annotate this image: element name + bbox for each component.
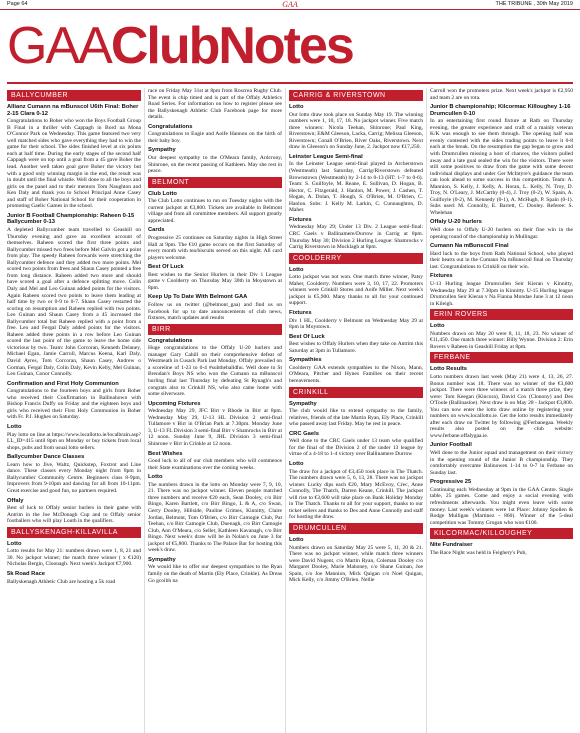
section-label: GAA [282, 0, 298, 9]
column-2 [148, 88, 282, 733]
club-band-ballyskenagh: BALLYSKENAGH-KILLAVILLA [7, 527, 141, 538]
article-body: Wednesday May 29, JFC Birr v Rhode in Birr at 8pm. Wednesday May 29, U-13 HL Division 2 semi-final Tullamore v Birr in O'Brian Park at 7.30pm. Monday June 3, U-13 FL Division 3 semi-final Birr v Shamrocks in Birr at 12 noon. Sunday June 9, JHL Division 3 semi-final Shinrone v Birr in Crinkle at 12 noon. [148, 408, 282, 447]
page-number: Page 64 [7, 1, 28, 7]
article-heading: Confirmation and First Holy Communion [7, 380, 119, 387]
club-band-drumcullen: DRUMCULLEN [289, 523, 423, 534]
article-body: The club would like to extend sympathy to the family, relatives, friends of the late Martin Ryan, Ely Place, Crinkill who passed away last Friday. May he rest in peace. [289, 408, 423, 428]
article-heading: Lotto Results [430, 366, 468, 373]
article-heading: Congratulations [148, 123, 193, 130]
article-heading: Leinster League Semi-final [289, 153, 363, 160]
article-body: Hard luck to the boys from Rath National School, who played their hearts out in the Cumann Na mBunscoil final on Thursday last. Congratulations to Crinkill on their win. [430, 250, 573, 270]
article-heading: Keep Up To Date With Belmont GAA [148, 294, 248, 301]
article-body: We would like to offer our deepest sympathies to the Ryan family on the death of Martin (Ely Place, Crinkle). As Dreas Go gcoibh na [148, 564, 282, 584]
article-body: Ballyskenagh Athletic Club are hosting a 5k road [7, 578, 116, 585]
article-heading: Nite Fundraiser [430, 542, 473, 549]
club-band-kilcormac-killoughey: KILCORMAC/KILLOUGHEY [430, 528, 573, 539]
article-heading: Fixtures [289, 216, 312, 223]
article-body: Best wishes to the Senior Hurlers in their Div 1 League game v Coolderry on Thursday May 30th in Moystown at 8pm. [148, 271, 282, 291]
article-body: Congratulations to Boher who won the Boys Football Group B Final in a thriller with Cappagh in Bord na Mona O'Connor Park on Wednesday. This game featured two very well matched sides who gave everything they had to win the game for their school. The sides finished level at six points each at half time. During the early stages of the second half Cappagh were on top until a goal from a 45 gave Boher the lead. Another well taken goal gave Boher the victory but with a good only winning margin in the end, the result was in doubt until the final whistle. Well done to all the boys and girls on the panel and to their mentors Tom Naughton and Ken Daly and thank you to School Principal Anne Casey and staff of Boher National School for their cooperation in promoting Gaelic Games in the school. [7, 118, 141, 210]
article-body: Our deepest sympathy to the O'Meara family, Ardcrony, Shinrone, on the recent passing of Kathleen. May she rest in peace. [148, 155, 282, 175]
article-heading: Club Lotto [148, 190, 177, 197]
publication-date: THE TRIBUNE , 30th May 2019 [495, 1, 573, 7]
article-heading: Allianz Cumann na mBunscol U6th Final: Boher 2-15 Clara 0-12 [7, 104, 139, 117]
article-body: Lotto jackpot was not won. One match three winner, Patsy Maher, Coolderry. Numbers were 3, 10, 17, 22. Promoters winners were Crinkill Stores and Aoife Miller. Next week's jackpot is €5,900. Many thanks to all for your continued support. [289, 274, 423, 307]
article-heading: Lotto [289, 104, 304, 110]
article-body: Well done to Offaly U-20 hurlers on their fine win in the opening round of the championship in Mullingar. [430, 227, 573, 240]
article-heading: 5k Road Race [7, 570, 46, 577]
article-heading: Lotto [148, 474, 163, 481]
article-body: Carroll won the promoters prize. Next week's jackpot is €2,950 and team 2 are on rota. [430, 88, 573, 101]
article-heading: CRC Gaels [289, 430, 319, 437]
article-heading: Upcoming Fixtures [148, 400, 201, 407]
article-body: Huge congratulations to the Offaly U-20 hurlers and manager Gary Cahill on their comprehensive defeat of Westmeath in Cusack Park last Monday. Offaly prevailed on a scoreline of 1-23 to 0-4 #subtheballdhu. Well done to St Brendan's Boys NS who won the Cumann na mBunscol hurling final last Thursday by defeating St Rynagh's and congrats also to Crinkill NS, who also came home with some silverware. [148, 345, 282, 398]
article-body: Best wishes to Offaly Hurlers when they take on Antrim this Saturday at 3pm in Tullamore. [289, 341, 423, 354]
club-band-belmont: BELMONT [148, 177, 282, 188]
article-heading: Best Wishes [148, 450, 183, 457]
page-title [7, 11, 353, 81]
article-body: U-13 Hurling league Drumcullen Seir Kieran v Kinnitty, Wednesday May 29 at 7.30pm in Kinnitty. U-15 Hurling league Drumcullen Seir Kieran v Na Fianna Mondae June 3 at 12 noon in Kileigh. [430, 281, 573, 307]
column-divider [285, 88, 286, 733]
article-heading: Ballycumber Dance Classes [7, 454, 85, 461]
page-header [0, 0, 580, 10]
column-divider [144, 88, 145, 733]
article-body: The Club Lotto continues to run on Tuesday nights with the current jackpot at €3,800. Tickets are available in Belmont village and from all committee members. All support greatly appreciated. [148, 198, 282, 224]
article-body: Best of luck to Offaly senior hurlers in their game with Antrim in the Joe McDonagh Cup and to Offaly senior footballers who will play Louth in the qualifiers. [7, 505, 141, 525]
article-body: Numbers drawn on Saturday May 25 were 5, 11, 20 & 21. There was no jackpot winner, while match three winners were David Nugent, c/o Martin Ryan, Coleman Dooley c/o Margaret Dooley, Marie Mahoney, c/o Shane Guinan, Joe Spain, c/o Joe Mannion, Mick Quigan c/o Noel Quigan, Mick Kelly, c/o Jimmy O'Brien. Nellie [289, 544, 423, 584]
club-band-coolderry: COOLDERRY [289, 253, 423, 264]
article-body: Coolderry GAA extends sympathies to the Nixon, Mann, O'Meara, Pitcher and Hynes Families on their recent bereavements. [289, 364, 423, 385]
article-heading: Cards [148, 227, 165, 234]
article-heading: Best Of Luck [148, 264, 184, 271]
column-3 [289, 88, 423, 733]
article-heading: Sympathy [148, 147, 176, 154]
article-body: Well done to the CRC Gaels under 13 team who qualified for the final of the Division 2 of the under 13 league by virtue of a 4-18 to 1-4 victory over Ballinamere Durrow [289, 438, 423, 458]
article-body: Congratulations to the fourteen boys and girls from Boher who received their Confirmation in Ballinahown with Bishop Francis Duffy on Friday and the eighteen boys and girls who received their First Holy Communion in Boher with Fr. P.J. Hughes on Saturday. [7, 388, 141, 421]
article-body: The numbers drawn in the lotto on Monday were 7, 9, 10, 21. There was no jackpot winner. Eleven people matched three numbers and receive €20 each, Sean Dooley, c/o Birr Bingo, Karen Bartlett, c/o Birr Bingo, L & A, c/o Swan, Gerry Dooley, Hillside, Pauline Grimes, Kinnitty, Claire Jordan, Belmont, Tom O'Brien, c/o Birr Camogie Club, Pat Teehan, c/o Birr Camogie Club, Duenagh, c/o Birr Camogie Club, Ann O'Meara, c/o Seller, Kathleen Kavanagh, c/o Birr Bingo. Next week's draw will be in Nolan's on June 3 for jackpot of €5,800. Thanks to The Palace Bar for hosting this week's draw. [148, 481, 282, 554]
column-divider [426, 88, 427, 733]
club-band-carrig-riverstown: CARRIG & RIVERSTOWN [289, 90, 423, 101]
article-body: Our lotto draw took place on Sunday May 19. The winning numbers were 1, 10, 17, 18. No jackpot winner. Five match three winners: Nicola Teehan, Shinrone; Paul King, Riverstown; E&M Gleeson, Lacka, Carrig; Melissa Gleeson, Riverstown; Conall O'Brien, River Oaks, Riverstown. Next draw in Gleeson's on Sunday June, 2. Jackpot now €17,250. [289, 111, 423, 151]
article-body: Wednesday May 29; Under 13 Div. 2 League semi-final: CRC Gaels v Ballinamere/Durrow in Carrig at 8pm. Thursday May 30; Division 2 Hurling League: Shamrocks v Carrig Riverstown in Mucklagh at 8pm. [289, 224, 423, 251]
column-1 [7, 88, 141, 733]
article-body: The draw for a jackpot of €3,450 took place in The Thatch. The numbers drawn were 5, 6, 13, 28. There was no jackpot winner. Lucky dips each €20, Mary McEvoy, Crec, Anne Connolly, The Thatch, Darren Keane, Crinkill. The jackpot will rise to €3,600 will take place on Bank Holiday Monday in The Thatch. Thanks to all for your support, thanks to our ticket sellers and thanks to Des and Anne Connolly and staff for hosting the draw. [289, 468, 423, 521]
article-heading: Lotto [7, 540, 22, 547]
article-heading: Lotto [289, 461, 304, 468]
article-heading: Fixtures [289, 309, 312, 316]
article-body: A depleted Ballycumber team travelled to Geashill on Thursday evening and gave an excellent account of themselves. Raheen scored the first three points and Ballycumber missed two frees before Mel Galvin got a point from play. The speedy Raheen forwards were stretching the Ballycumber defence and they added two more points. Mel scored two points from frees and Shaun Casey pointed a free from long distance. Raheen added two more and should have scored a goal after a defence splitting move. Colin Daly and Mel and Leo Guinan added points for the visitors. Again Raheen scored two points to leave them leading at half time by two or 0-9 to 0-7. Shaun Casey restarted the scoring on resumption and Raheen replied with two points. Leo Guinan and Shaun Casey from a 45 increased the Ballycumber total but Raheen replied with a point from a free. Leo and Fergal Daly added points for the visitors. Raheen added three points in a row before Leo Guinan scored the last point of the game to leave the home side victorious by two. Team: John Corcoran, Kenneth Delaney, Michael Egan, Jamie Carroll, Marcus Keena, Karl Daly, David Ayres, Tom Corcoran, Shaun Casey, Andrew o Gorman, Fergal Daly, Colin Daly, Kevin Kelly, Mel Guinan, Leo Guinan, Conor Connolly. [7, 227, 141, 378]
club-band-birr: BIRR [148, 324, 282, 335]
club-band-crinkill: CRINKILL [289, 387, 423, 398]
article-heading: Junior Football [430, 442, 472, 449]
article-heading: Offaly [7, 497, 24, 504]
article-body: Well done to the Junior squad and management on their victory in the opening round of the Junior B championship. They comfortably overcame Balinowen 1-14 to 0-7 in Ferbane on Sunday last. [430, 450, 573, 476]
title-divider [7, 82, 573, 84]
article-body: race on Friday May 31st at 8pm from Roscrea Rugby Club. The event is chip timed and is part of the Offaly Athletics Road Series. For information on how to register please see the Ballyskenagh Athletic Club Facebook page for more details. [148, 88, 282, 121]
article-body: Follow us on twitter (@belmont_gaa) and find us on Facebook for up to date announcements of club news, fixtures, match updates and results [148, 302, 282, 322]
article-body: Good luck to all of our club members who will commence their State examinations over the coming weeks. [148, 458, 282, 471]
article-body: Progressive 25 continues on Saturday nights in High Street Hall at 9pm. The €10 game occurs on the first Saturday of every month with tea/biscuits served on this night. All card players welcome. [148, 235, 282, 261]
article-body: Continuing each Wednesday at 9pm in the GAA Centre. Single table, 25 games. Come and enjoy a social evening with refreshments afterwards. You might even leave with some money. Last week's winners were 1st Place: Johnny Spollen & Rodge Mulligan (Martinez - 860). Winner of the 5-deal competition was Tommy Grogan who won €100. [430, 486, 573, 526]
article-body: In an entertaining first round fixture at Rath on Thursday evening, the greater experience and craft of a mainly veteran K/K was enough to see them through. The opening half was evenly contested with the sides trading points to leave it 0-8 each at the break. On the resumption the gap began to grow and with Drumcullen missing a host of chances, the visitors pulled away and a late goal sealed the win for the visitors. There were still some positives to draw from the game with some decent individual displays and under Ger McIntyre's guidance the team can look ahead to some success in this competition. Team: A. Mannion, S. Kelly, J. Kelly, A. Horan, L. Kelly, N. Troy, D. Troy, N. O'Leary, J. McCarthy (0-4), J. Troy (0-2), W. Spain, A. Guilfoyle (0-2), M. Kennedy (0-1), A. McHugh, P. Spain (0-1). Subs used: M. Connolly, E. Barrett, C. Dooley. Referee: S. Whelehan [430, 118, 573, 216]
title-bold: ClubNotes [110, 17, 353, 75]
article-heading: Offaly U-20 hurlers [430, 219, 482, 226]
article-heading: Lotto [430, 323, 445, 330]
article-heading: Progressive 25 [430, 479, 472, 486]
article-body: In the Leinster League semi-final played in Archerstown (Westmeath) last Saturday, Carrig/Riverstown defeated Brownstown (Westmeath) by 2-14 to 0-13 (HT: 1-7 to 0-6). Team: S. Guilfoyle, M. Reane, E. Sullivan, D. Hogan, B. Hector, C. Fitzgerald, J. Hanlon, M. Power, J. Cashen, T. Hogan, A. Dolan, T. Hough, S. O'Brien, M. O'Brien, C. Hanlon. Subs: J. Kelly M. Larkin, C. Cunnaughton, D. Maher. [289, 161, 423, 214]
article-heading: Sympathies [289, 357, 322, 364]
article-body: Numbers drawn on May 20 were 8, 11, 18, 23. No winner of €11,450. One match three winner: Billy Wynne. Division 2: Erin Rovers v Raheen in Geashill Friday at 8pm. [430, 330, 573, 350]
article-body: Learn how to Jive, Waltz, Quickstep, Foxtrot and Line dance. These classes every Monday night from 8pm in Ballycumber Community Centre. Beginners class 8-9pm, Improvers from 9-10pm and dancing for all from 10-11pm. Great exercise and good fun, no partners required. [7, 461, 141, 494]
club-band-ballycumber: BALLYCUMBER [7, 90, 141, 101]
article-body: Play lotto on line at https://www.locallotto.ie/localbrain.asp?LL_ID=415 until 8pm on Monday or buy tickets from local shops, pubs and from usual lotto sellers. [7, 431, 141, 451]
article-heading: Sympathy [148, 556, 176, 563]
article-heading: Junior B championship; Kilcormac Killoughey 1-16 Drumcullen 0-10 [430, 104, 571, 117]
article-body: Congratulations to Eugie and Aoife Hannon on the birth of their baby boy. [148, 131, 282, 144]
article-heading: Lotto [289, 537, 304, 543]
article-body: Lotto numbers drawn last week (May 21) were 4, 13, 26, 27. Bonus number was 18. There was no winner of the €3,600 jackpot. There were three winners of a match three prize, they were: Tom Keegan (Kincora), David Cox (Clonony) and Des O'Toole (Ballinasloe). Next draw is on May 28 - Jackpot €3,800. You can now enter the lotto draw online by registering your numbers on www.locallotto.ie. Get the lotto results immediately after each draw on Twitter by following @Ferbanegaa. Weekly results also posted on the club website: www.ferbane.offalygaa.ie. [430, 374, 573, 439]
article-heading: Lotto [289, 266, 304, 273]
article-body: Div 1 HL, Coolderry v Belmont on Wednesday May 29 at 8pm in Moystown. [289, 317, 423, 331]
article-heading: Junior B Football Championship: Raheen 0-15 Ballycumber 0-13 [7, 212, 135, 226]
article-heading: Fixtures [430, 273, 453, 280]
article-heading: Cumann Na mBunscoil Final [430, 243, 509, 250]
club-band-erin-rovers: ERIN ROVERS [430, 309, 573, 320]
title-light: GAA [7, 17, 111, 75]
column-4 [430, 88, 573, 733]
article-heading: Congratulations [148, 337, 193, 344]
article-heading: Best Of Luck [289, 333, 325, 340]
club-band-ferbane: FERBANE [430, 352, 573, 363]
article-heading: Lotto [7, 423, 22, 430]
article-body: The Race Night was held in Feighery's Pub, [430, 549, 527, 556]
article-heading: Sympathy [289, 400, 317, 407]
article-body: Lotto results for May 21: numbers drawn were 1, 8, 21 and 30. No jackpot winner; the match three winner ( x €120) Nicholas Bergin, Cloonagh. Next week's Jackpot €7,900. [7, 548, 141, 568]
